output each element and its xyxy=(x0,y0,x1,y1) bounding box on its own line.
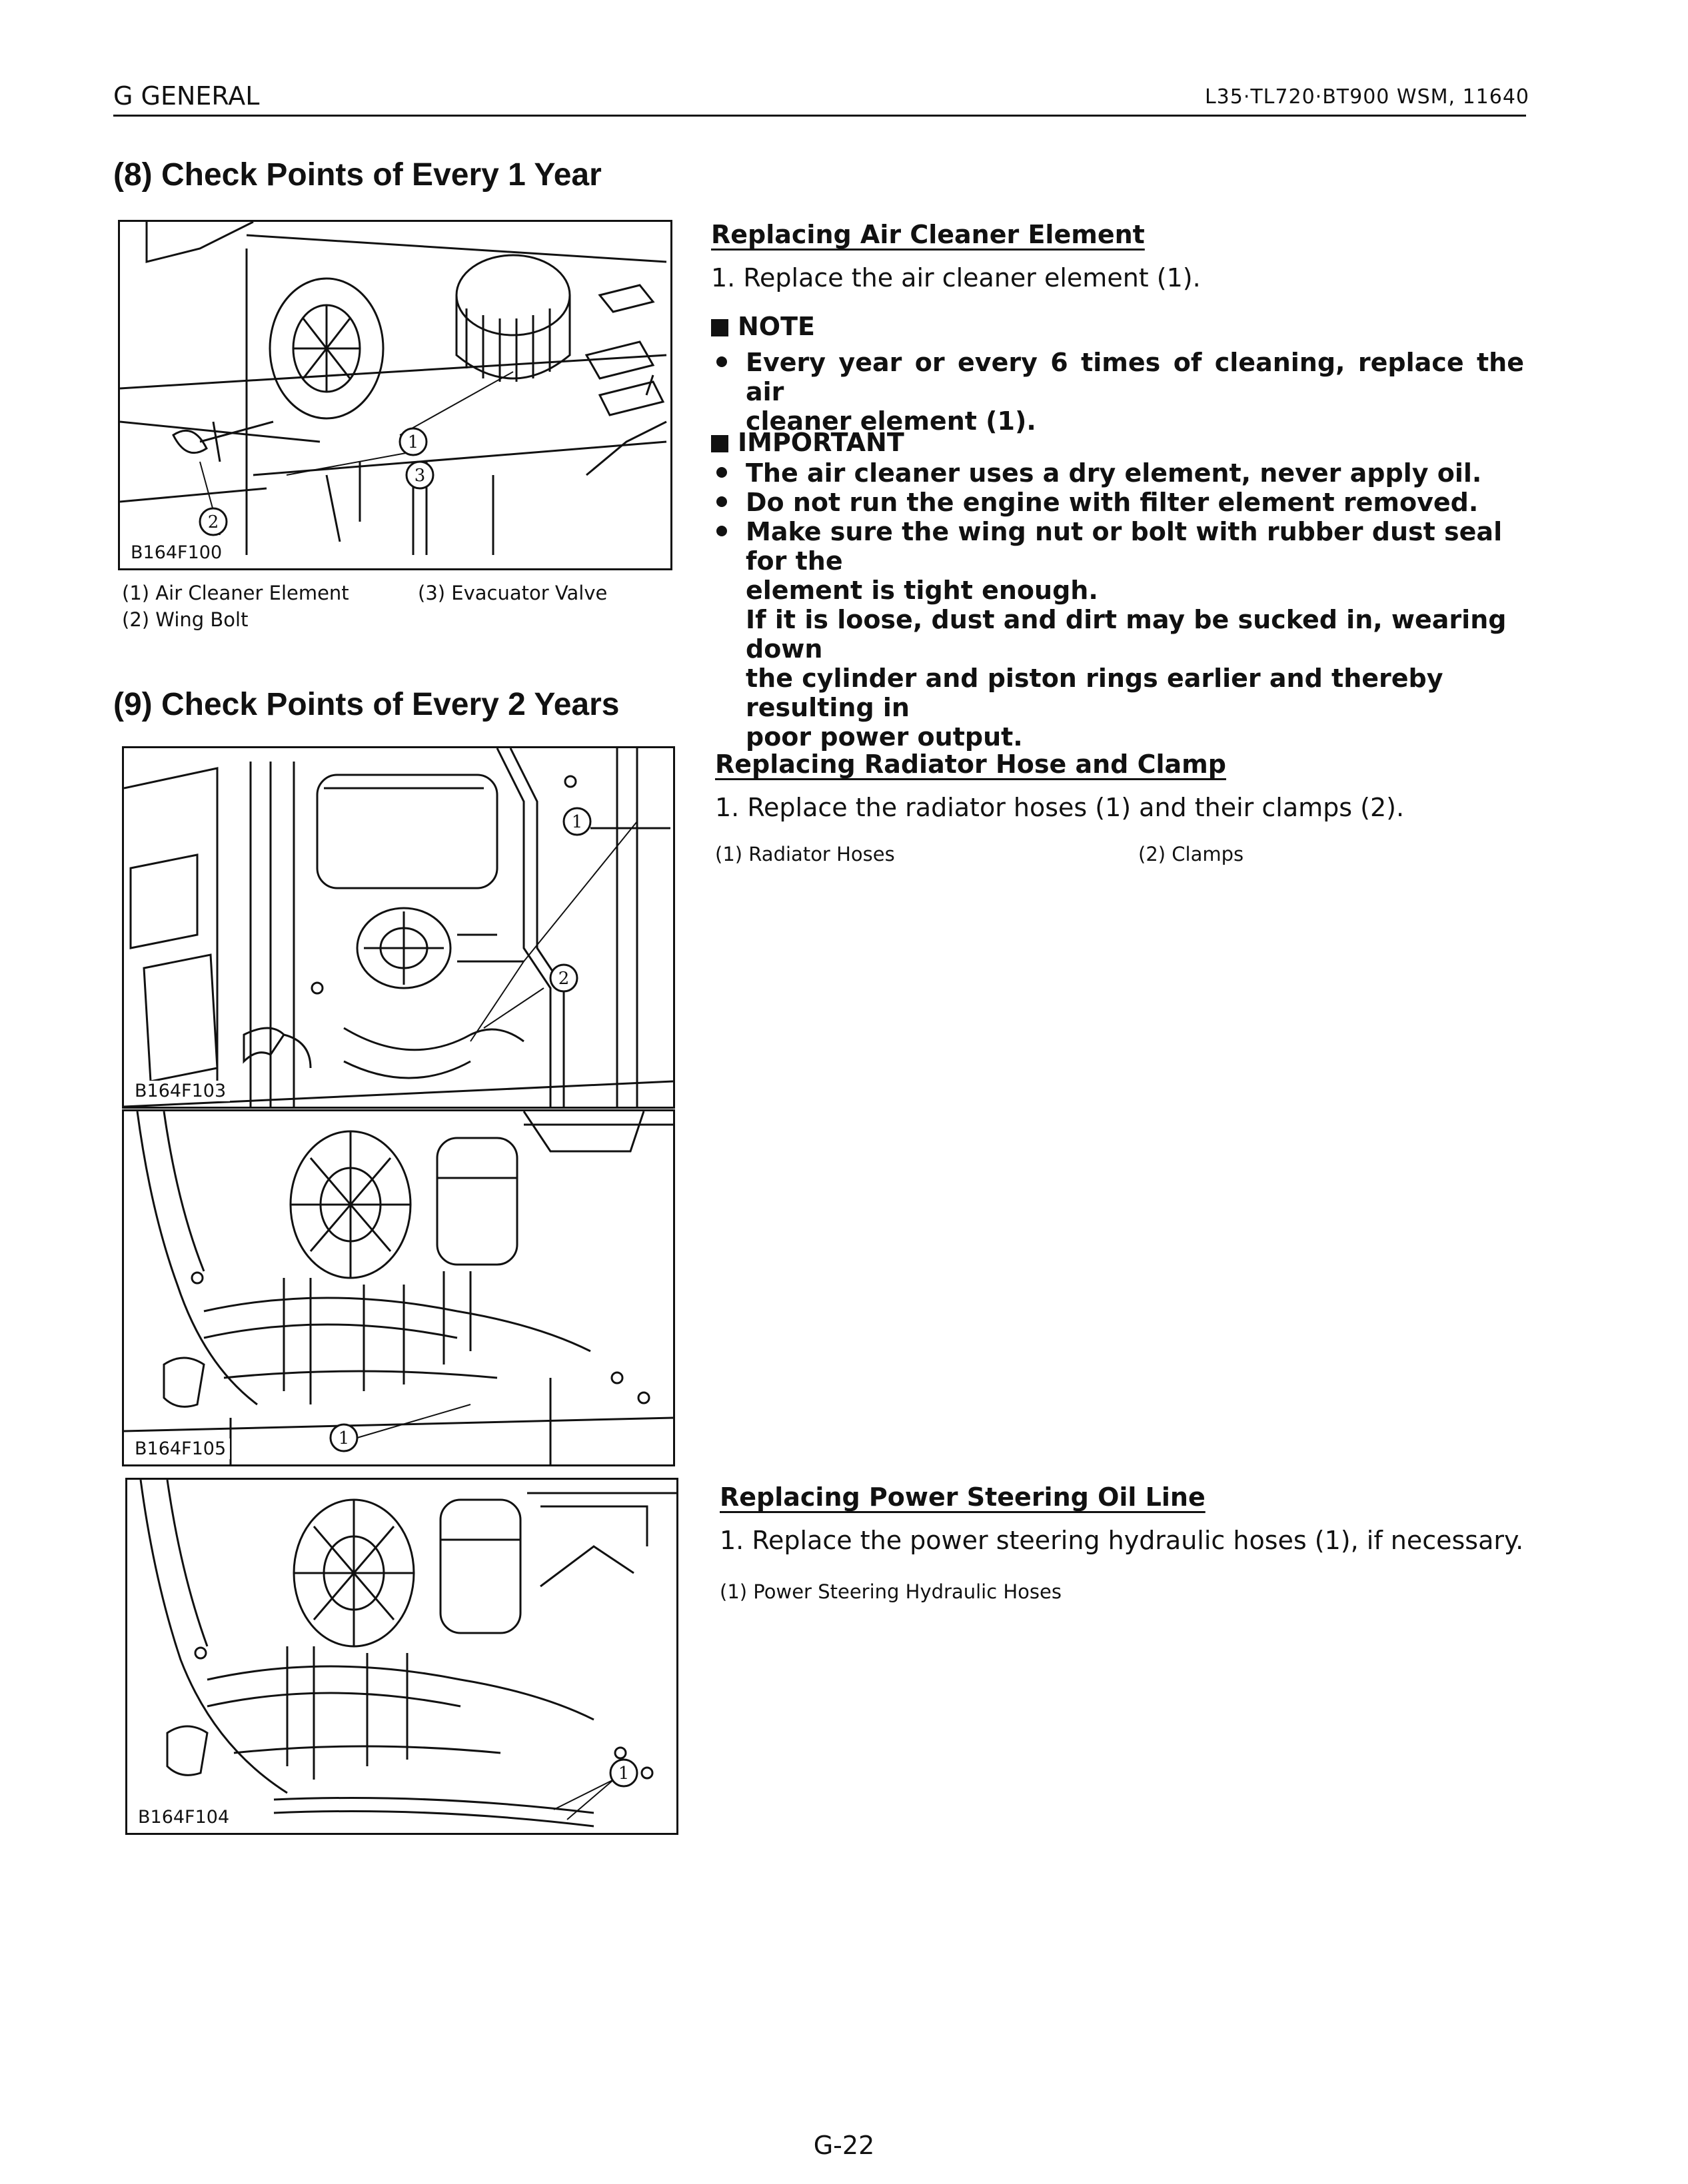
note-list xyxy=(711,348,1524,436)
header-manual-code: L35·TL720·BT900 WSM, 11640 xyxy=(1204,85,1529,109)
page-number: G-22 xyxy=(813,2131,875,2160)
figure-radiator-hose xyxy=(122,746,675,1109)
heading-radiator: Replacing Radiator Hose and Clamp xyxy=(715,750,1226,779)
caption-radiator-hoses: (1) Radiator Hoses xyxy=(715,843,895,865)
callout-1: 1 xyxy=(338,1428,350,1448)
radiator-hose-illustration xyxy=(124,748,673,1107)
callout-3: 3 xyxy=(414,466,426,486)
important-continuation: the cylinder and piston rings earlier and thereby resulting in xyxy=(746,664,1443,722)
step-air-cleaner: 1. Replace the air cleaner element (1). xyxy=(711,263,1201,292)
callout-2: 2 xyxy=(558,969,570,989)
caption-air-cleaner-element: (1) Air Cleaner Element xyxy=(122,582,349,604)
engine-top-illustration xyxy=(124,1111,673,1464)
heading-power-steering: Replacing Power Steering Oil Line xyxy=(720,1482,1206,1512)
note-item: Every year or every 6 times of cleaning, replace the air xyxy=(711,348,1524,406)
step-power-steering: 1. Replace the power steering hydraulic hoses (1), if necessary. xyxy=(720,1526,1524,1555)
square-bullet-icon xyxy=(711,319,728,336)
callout-1: 1 xyxy=(618,1764,630,1784)
important-list xyxy=(711,458,1524,752)
figure-engine-top xyxy=(122,1109,675,1466)
figure-code: B164F105 xyxy=(131,1438,230,1459)
important-continuation: poor power output. xyxy=(746,722,1023,752)
step-radiator: 1. Replace the radiator hoses (1) and their clamps (2). xyxy=(715,793,1405,822)
figure-power-steering xyxy=(125,1478,678,1835)
important-item: Make sure the wing nut or bolt with rubber dust seal for the xyxy=(711,517,1524,576)
important-item: The air cleaner uses a dry element, never apply oil. xyxy=(711,458,1524,488)
caption-evacuator-valve: (3) Evacuator Valve xyxy=(418,582,608,604)
important-continuation: element is tight enough. xyxy=(746,576,1098,605)
important-continuation: If it is loose, dust and dirt may be sucked in, wearing down xyxy=(746,605,1507,664)
figure-code: B164F103 xyxy=(131,1081,230,1101)
power-steering-illustration xyxy=(127,1480,676,1833)
callout-1: 1 xyxy=(407,432,419,452)
caption-wing-bolt: (2) Wing Bolt xyxy=(122,608,249,631)
square-bullet-icon xyxy=(711,435,728,452)
note-label: NOTE xyxy=(711,312,815,341)
important-item: Do not run the engine with filter element removed. xyxy=(711,488,1524,517)
caption-power-steering-hoses: (1) Power Steering Hydraulic Hoses xyxy=(720,1580,1062,1603)
heading-air-cleaner: Replacing Air Cleaner Element xyxy=(711,220,1145,249)
section-8-title: (8) Check Points of Every 1 Year xyxy=(113,157,602,193)
figure-code: B164F104 xyxy=(134,1807,233,1828)
header-rule xyxy=(113,115,1526,117)
note-item-continuation: cleaner element (1). xyxy=(746,406,1036,436)
air-cleaner-illustration xyxy=(120,222,670,568)
figure-air-cleaner xyxy=(118,220,672,570)
caption-clamps: (2) Clamps xyxy=(1138,843,1244,865)
figure-code: B164F100 xyxy=(127,542,226,563)
callout-1: 1 xyxy=(571,812,583,832)
header-section-label: G GENERAL xyxy=(113,81,260,111)
callout-2: 2 xyxy=(207,512,219,532)
section-9-title: (9) Check Points of Every 2 Years xyxy=(113,687,620,722)
important-label: IMPORTANT xyxy=(711,428,904,457)
